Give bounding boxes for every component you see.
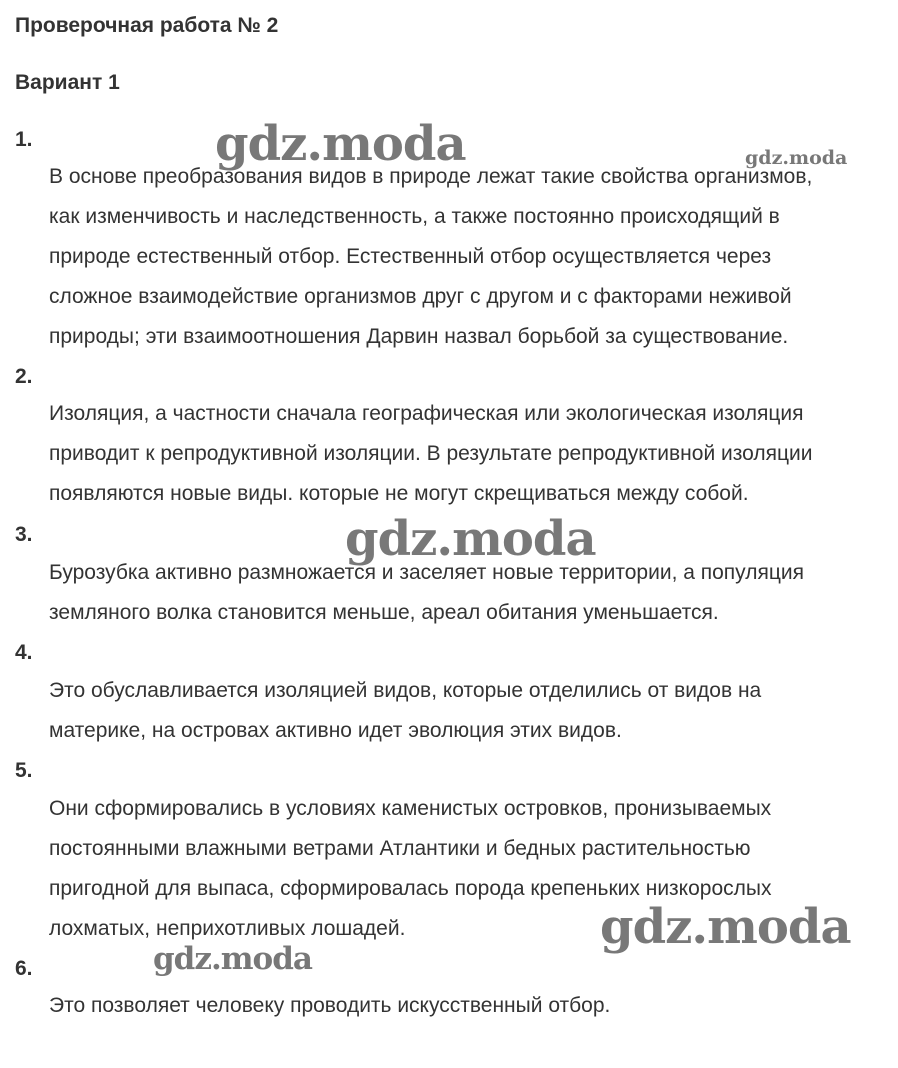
answer-line: Это позволяет человеку проводить искусственный отбор. xyxy=(49,994,611,1017)
answer-line: лохматых, неприхотливых лошадей. xyxy=(49,917,406,940)
answer-line: Изоляция, а частности сначала географическая или экологическая изоляция xyxy=(49,402,804,425)
watermark: gdz.moda xyxy=(215,116,466,172)
answer-line: земляного волка становится меньше, ареал обитания уменьшается. xyxy=(49,601,719,624)
answer-line: пригодной для выпаса, сформировалась порода крепеньких низкорослых xyxy=(49,877,772,900)
answer-line: В основе преобразования видов в природе лежат такие свойства организмов, xyxy=(49,165,813,188)
answer-number-6: 6. xyxy=(15,957,33,980)
answer-text-2 xyxy=(49,394,812,514)
answer-text-6 xyxy=(49,986,610,1026)
answer-line: появляются новые виды. которые не могут скрещиваться между собой. xyxy=(49,482,749,505)
answer-line: Это обуславливается изоляцией видов, которые отделились от видов на xyxy=(49,679,762,702)
answer-line: сложное взаимодействие организмов друг с другом и с факторами неживой xyxy=(49,285,792,308)
answer-text-1 xyxy=(49,157,812,357)
answer-line: как изменчивость и наследственность, а также постоянно происходящий в xyxy=(49,205,780,228)
answer-line: природе естественный отбор. Естественный отбор осуществляется через xyxy=(49,245,772,268)
watermark: gdz.moda xyxy=(153,941,312,977)
answer-number-4: 4. xyxy=(15,641,33,664)
answer-line: природы; эти взаимоотношения Дарвин назвал борьбой за существование. xyxy=(49,325,789,348)
watermark: gdz.moda xyxy=(345,511,596,567)
watermark: gdz.moda xyxy=(745,147,848,169)
answer-line: постоянными влажными ветрами Атлантики и бедных растительностью xyxy=(49,837,751,860)
answer-line: приводит к репродуктивной изоляции. В результате репродуктивной изоляции xyxy=(49,442,813,465)
answer-line: материке, на островах активно идет эволюция этих видов. xyxy=(49,719,622,742)
page-title: Проверочная работа № 2 xyxy=(15,14,279,37)
answer-line: Бурозубка активно размножается и заселяет новые территории, а популяция xyxy=(49,561,804,584)
answer-text-4 xyxy=(49,671,761,751)
answer-number-3: 3. xyxy=(15,523,33,546)
watermark: gdz.moda xyxy=(600,899,851,955)
variant-heading: Вариант 1 xyxy=(15,71,120,94)
answer-line: Они сформировались в условиях каменистых островков, пронизываемых xyxy=(49,797,772,820)
answer-number-1: 1. xyxy=(15,128,33,151)
answer-number-2: 2. xyxy=(15,365,33,388)
answer-number-5: 5. xyxy=(15,759,33,782)
